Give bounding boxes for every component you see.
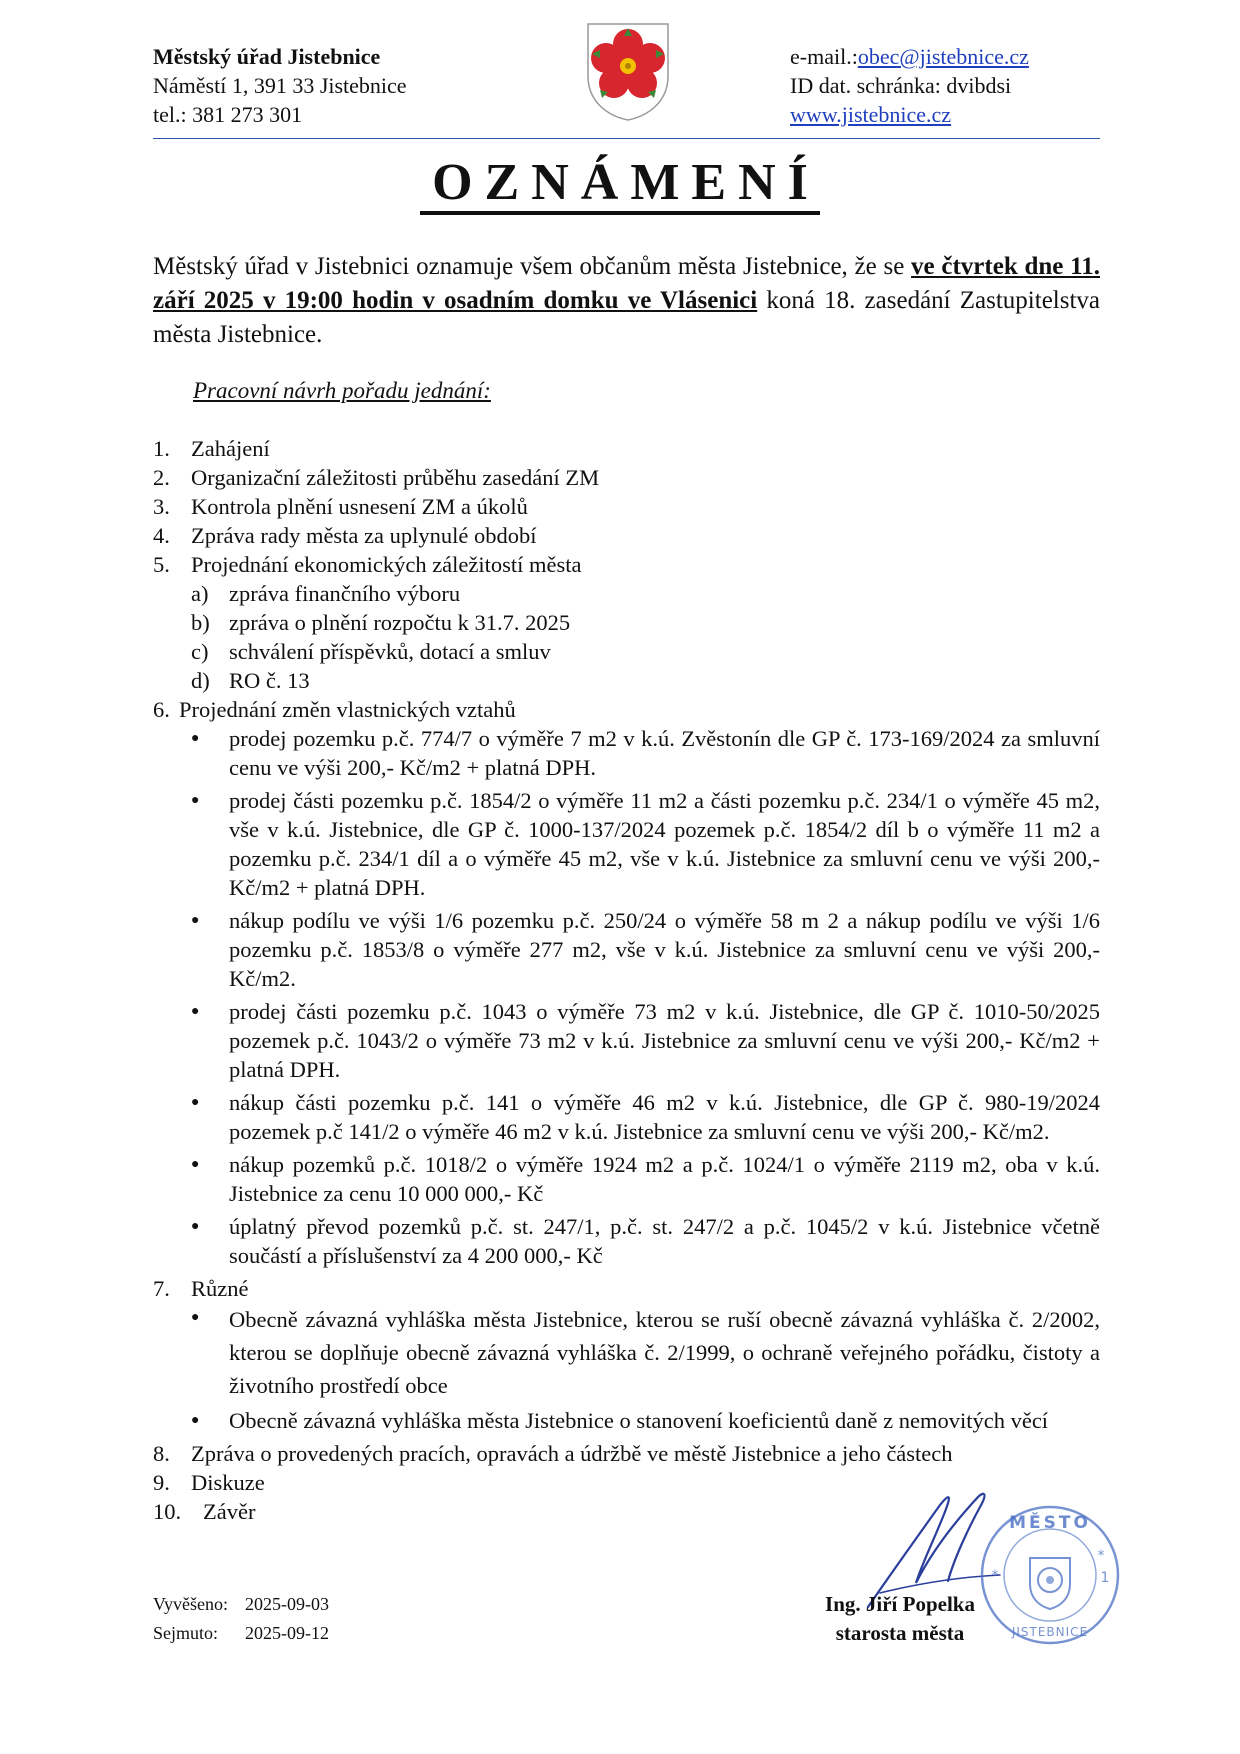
bullet-icon: ● — [191, 913, 200, 928]
agenda-bullet: ● prodej pozemku p.č. 774/7 o výměře 7 m2 v k.ú. Zvěstonín dle GP č. 173-169/2024 za smluvní cenu ve výši 200,- Kč/m2 + platná DPH. — [191, 726, 1100, 780]
office-address: Náměstí 1, 391 33 Jistebnice — [153, 73, 407, 98]
agenda-item: 7. Různé — [153, 1276, 249, 1301]
agenda-list — [153, 434, 1100, 1526]
page-title: OZNÁMENÍ — [420, 155, 820, 215]
stamp-star-icon: * — [991, 1568, 999, 1584]
stamp-number: 1 — [1100, 1570, 1110, 1586]
agenda-bullet: ● Obecně závazná vyhláška města Jistebnice o stanovení koeficientů daně z nemovitých věcí — [191, 1408, 1049, 1433]
agenda-subitem: a) zpráva finančního výboru — [191, 581, 461, 606]
signer-role: starosta města — [835, 1621, 965, 1645]
intro-after: koná 18. zasedání Zastupitelstva města Jistebnice. — [153, 287, 1101, 348]
agenda-item: 1. Zahájení — [153, 436, 270, 461]
agenda-subitem: b) zpráva o plnění rozpočtu k 31.7. 2025 — [191, 610, 571, 635]
agenda-subitem: c) schválení příspěvků, dotací a smluv — [191, 639, 551, 664]
agenda-bullet: ● nákup části pozemku p.č. 141 o výměře 46 m2 v k.ú. Jistebnice, dle GP č. 980-19/2024 pozemek p.č 141/2 o výměře 46 m2 v k.ú. Jistebnice za smluvní cenu ve výši 200,- Kč/m2. — [191, 1090, 1100, 1144]
intro-paragraph — [153, 250, 1100, 352]
removed-date: 2025-09-12 — [245, 1623, 329, 1643]
intro-before: Městský úřad v Jistebnici oznamuje všem občanům města Jistebnice, že se — [153, 253, 912, 280]
email-link[interactable]: obec@jistebnice.cz — [857, 44, 1029, 69]
office-contact — [153, 42, 407, 129]
email-line: e-mail.:obec@jistebnice.cz — [790, 44, 1029, 69]
agenda-item: 10. Závěr — [153, 1499, 256, 1524]
page-title-wrapper — [0, 155, 1240, 215]
signer-name: Ing. Jiří Popelka — [825, 1592, 975, 1616]
bullet-icon: ● — [191, 1219, 200, 1234]
agenda-bullet: ● Obecně závazná vyhláška města Jistebnice, kterou se ruší obecně závazná vyhláška č. 2/2002, kterou se doplňuje obecně závazná vyhláška č. 2/1999, o ochraně veřejného pořádku, čistoty a životního prostředí obce — [153, 1303, 1100, 1402]
removed-label: Sejmuto: — [153, 1623, 219, 1643]
posted-label: Vyvěšeno: — [153, 1594, 228, 1614]
agenda-item: 9. Diskuze — [153, 1470, 265, 1495]
agenda-bullet: ● prodej části pozemku p.č. 1854/2 o výměře 11 m2 a části pozemku p.č. 234/1 o výměře 45 m2, vše v k.ú. Jistebnice, dle GP č. 1000-137/2024 pozemek p.č. 1854/2 díl b o výměře 11 m2 a pozemku p.č. 234/1 díl a o výměře 45 m2, vše v k.ú. Jistebnice za smluvní cenu ve výši 200,- Kč/m2 + platná DPH. — [191, 788, 1100, 900]
stamp-bottom-text: JISTEBNICE — [1011, 1625, 1089, 1639]
signer-block — [800, 1590, 1000, 1648]
databox-id: ID dat. schránka: dvibdsi — [790, 73, 1012, 98]
agenda-item: 6. Projednání změn vlastnických vztahů — [153, 697, 516, 722]
stamp-star-icon: * — [1097, 1548, 1105, 1564]
agenda-item: 8. Zpráva o provedených pracích, opravách a údržbě ve městě Jistebnice a jeho částech — [153, 1441, 953, 1466]
meeting-datetime-place: ve čtvrtek dne 11. září 2025 v 19:00 hodin v osadním domku ve Vlásenici — [153, 253, 1100, 314]
agenda-subitem: d) RO č. 13 — [191, 668, 310, 693]
bullet-icon: ● — [191, 1157, 200, 1172]
posted-date: 2025-09-03 — [245, 1594, 329, 1614]
agenda-heading: Pracovní návrh pořadu jednání: — [193, 378, 491, 403]
office-name: Městský úřad Jistebnice — [153, 44, 381, 69]
office-phone: tel.: 381 273 301 — [153, 102, 303, 127]
agenda-item: 2. Organizační záležitosti průběhu zasedání ZM — [153, 465, 600, 490]
agenda-bullet: ● úplatný převod pozemků p.č. st. 247/1, p.č. st. 247/2 a p.č. 1045/2 v k.ú. Jistebnice včetně součástí a příslušenství za 4 200 000,- Kč — [191, 1214, 1100, 1268]
agenda-item: 3. Kontrola plnění usnesení ZM a úkolů — [153, 494, 528, 519]
bullet-icon: ● — [191, 793, 200, 808]
bullet-icon: ● — [191, 731, 200, 746]
posting-dates — [153, 1590, 329, 1648]
bullet-icon: ● — [191, 1413, 200, 1428]
bullet-icon: ● — [191, 1310, 200, 1325]
agenda-item: 5. Projednání ekonomických záležitostí města — [153, 552, 582, 577]
bullet-icon: ● — [191, 1095, 200, 1110]
website-link[interactable]: www.jistebnice.cz — [790, 102, 952, 127]
office-online-contact — [790, 42, 1029, 129]
agenda-bullet: ● prodej části pozemku p.č. 1043 o výměře 73 m2 v k.ú. Jistebnice, dle GP č. 1010-50/2025 pozemek p.č. 1043/2 o výměře 73 m2 v k.ú. Jistebnice za smluvní cenu ve výši 200,- Kč/m2 + platná DPH. — [191, 999, 1100, 1082]
header-divider — [153, 138, 1100, 139]
bullet-icon: ● — [191, 1004, 200, 1019]
agenda-bullet: ● nákup podílu ve výši 1/6 pozemku p.č. 250/24 o výměře 58 m 2 a nákup podílu ve výši 1/6 pozemku p.č. 1853/8 o výměře 277 m2, vše v k.ú. Jistebnice za smluvní cenu ve výši 200,- Kč/m2. — [191, 908, 1100, 991]
stamp-top-text: MĚSTO — [1009, 1513, 1091, 1533]
agenda-bullet: ● nákup pozemků p.č. 1018/2 o výměře 1924 m2 a p.č. 1024/1 o výměře 2119 m2, oba v k.ú. Jistebnice za cenu 10 000 000,- Kč — [191, 1152, 1100, 1206]
rose-coat-of-arms-icon — [578, 18, 678, 122]
agenda-item: 4. Zpráva rady města za uplynulé období — [153, 523, 537, 548]
